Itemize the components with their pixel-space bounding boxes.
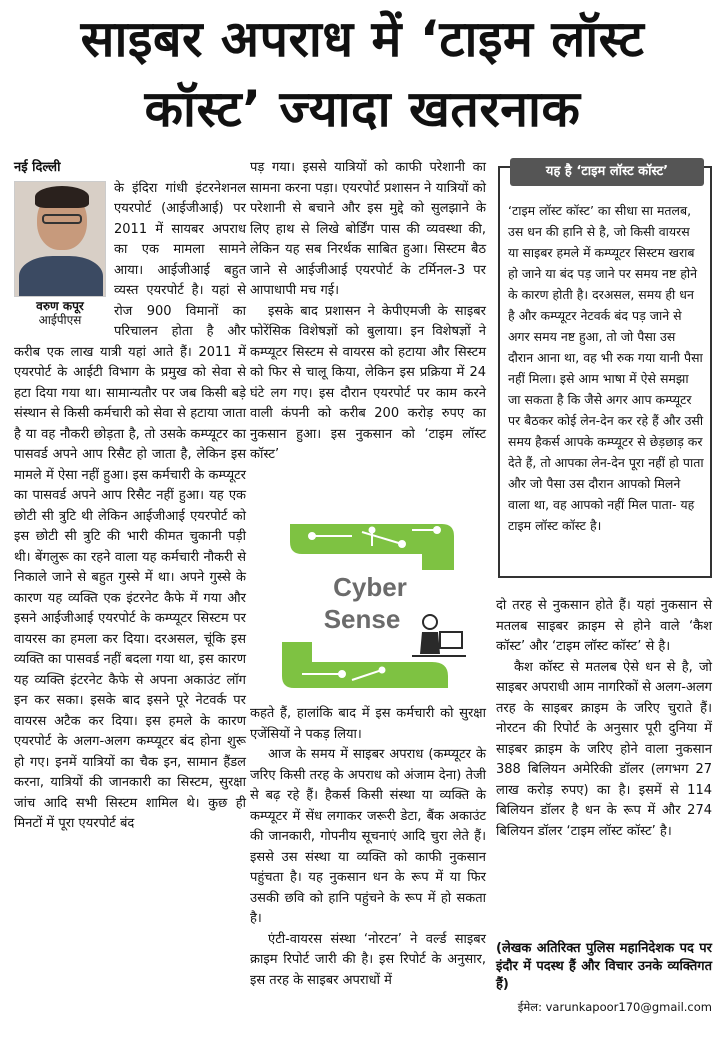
col2-paragraph-1: पड़ गया। इससे यात्रियों को काफी परेशानी का सामना करना पड़ा। एयरपोर्ट प्रशासन ने यात्रियों को परेशानी से बचाने और इस मुद्दे को सुलझाने के लिए हाथ से लिखे बोर्डिंग पास की व्यवस्था की, लेकिन यह सब निरर्थक साबित हुआ। सिस्टम बैठ जाने से आईजीआई एयरपोर्ट के टर्मिनल-3 पर आपाधापी मच गई। [250,160,486,298]
dateline: नई दिल्ली [14,160,61,175]
author-caption [14,299,106,327]
col1-paragraph: के इंदिरा गांधी इंटरनेशनल एयरपोर्ट (आईजीआई) पर 2011 में सायबर अपराध का एक मामला सामने आया। आईजीआई बहुत व्यस्त एयरपोर्ट है। यहां से रोज 900 विमानों का परिचालन होता है और करीब एक लाख यात्री यहां आते हैं। 2011 में एयरपोर्ट के आईटी विभाग के प्रमुख को सेवा से हटा दिया गया था। सामान्यतौर पर जब किसी बड़े संस्थान से किसी कर्मचारी को सेवा से हटाया जाता है या वह नौकरी छोड़ता है, तो उसके कम्प्यूटर का पासवर्ड अपने आप रिसैट हो जाता है, लेकिन इस मामले में ऐसा नहीं हुआ। इस कर्मचारी के कम्प्यूटर का पासवर्ड अपने आप रिसैट नहीं हुआ। यह एक छोटी सी त्रुटि थी लेकिन आईजीआई एयरपोर्ट को इस छोटी सी त्रुटि की भारी कीमत चुकानी पड़ी थी। बेंगलुरू का रहने वाला यह कर्मचारी नौकरी से निकाले जाने से बहुत गुस्से में था। अपने गुस्से के कारण यह व्यक्ति एक इंटरनेट कैफे में गया और इसने आईजीआई एयरपोर्ट के कम्प्यूटर सिस्टम पर वायरस का हमला कर दिया। दरअसल, चूंकि इस व्यक्ति का पासवर्ड नहीं बदला गया था, इस कारण यह व्यक्ति इंटरनेट कैफे से अपना अकाउंट लॉग इन कर सका। इसके बाद इसने पूरे नेटवर्क पर वायरस अटैक कर दिया। इस हमले के कारण एयरपोर्ट के अलग-अलग कम्प्यूटर बंद होना शुरू हो गए। इनमें यात्रियों का चैक इन, सामान हैंडल करना, यात्रियों की जानकारी का सिस्टम, सुरक्षा जांच आदि सभी सिस्टम शामिल थे। कुछ ही मिनटों में पूरा एयरपोर्ट बंद [14,180,246,831]
author-name: वरुण कपूर [36,298,84,313]
headline [0,4,725,152]
logo-person-at-computer-icon [412,615,466,656]
col2b-paragraph-3: एंटी-वायरस संस्था ‘नोरटन’ ने वर्ल्ड साइबर क्राइम रिपोर्ट जारी की है। इस रिपोर्ट के अनुसार, इस तरह के साइबर अपराधों में [250,931,486,988]
author-note-text: (लेखक अतिरिक्त पुलिस महानिदेशक पद पर इंदौर में पदस्थ हैं और विचार उनके व्यक्तिगत हैं) [496,941,712,992]
author-email-line [496,1000,712,1015]
sidebar-title: यह है ‘टाइम लॉस्ट कॉस्ट’ [510,158,704,186]
author-note [496,940,712,1015]
sidebar-box [498,166,712,578]
article-column-2-top [250,158,486,466]
logo-text-sense: Sense [323,604,401,634]
headline-line-2: कॉस्ट’ ज्यादा खतरनाक [144,80,581,138]
col3-paragraph-2: कैश कॉस्ट से मतलब ऐसे धन से है, जो साइबर अपराधी आम नागरिकों से अलग-अलग तरह के साइबर क्राइम के जरिए चुराते हैं। नोरटन की रिपोर्ट के अनुसार पूरी दुनिया में साइबर क्राइम के जरिए होने वाला नुकसान 388 बिलियन अमेरिकी डॉलर (लगभग 27 लाख करोड़ रुपए) का है। इसमें से 114 बिलियन डॉलर है धन के रूप में और 274 बिलियन डॉलर ‘टाइम लॉस्ट कॉस्ट’ है। [496,659,712,839]
logo-text-cyber: Cyber [333,572,407,602]
col2b-paragraph-2: आज के समय में साइबर अपराध (कम्प्यूटर के जरिए किसी तरह के अपराध को अंजाम देना) तेजी से बढ़ रहे हैं। हैकर्स किसी संस्था या व्यक्ति के कम्प्यूटर में सेंध लगाकर जरूरी डेटा, बैंक अकाउंट की जानकारी, गोपनीय सूचनाएं आदि चुरा लेते हैं। इससे उस संस्था या व्यक्ति को काफी नुकसान पहुंचता है। यह नुकसान धन के रूप में या फिर उसकी छवि को हानि पहुंचने के रूप में हो सकता है। [250,747,486,926]
sidebar-body: ‘टाइम लॉस्ट कॉस्ट’ का सीधा सा मतलब, उस धन की हानि से है, जो किसी वायरस या साइबर हमले में कम्प्यूटर सिस्टम खराब हो जाने या बंद पड़ जाने पर समय नष्ट होने के कारण होती है। दरअसल, समय ही धन है और कम्प्यूटर नेटवर्क बंद पड़ जाने से अगर समय नष्ट हुआ, तो जो पैसा उस दौरान आना था, वह भी रुक गया यानी पैसा नहीं मिला। इसे आम भाषा में ऐसे समझा जा सकता है कि जैसे अगर आप कम्प्यूटर पर बैठकर कोई लेन-देन कर रहे हैं और उसी समय हैकर्स आपके कम्प्यूटर से छेड़छाड़ कर देते हैं, तो आपका लेन-देन पूरा नहीं हो पाता और जो पैसा उस दौरान आपको मिलने वाला था, वह आपको नहीं मिल पाता- यह टाइम लॉस्ट कॉस्ट है। [508,203,704,533]
col2-paragraph-2: इसके बाद प्रशासन ने केपीएमजी के साइबर फोरेंसिक विशेषज्ञों को बुलाया। इन विशेषज्ञों ने कम्प्यूटर सिस्टम से वायरस को हटाया और सिस्टम को फिर से चालू किया, लेकिन इस प्रक्रिया में 24 घंटे लग गए। इस दौरान एयरपोर्ट पर काम करने वाली कंपनी को करीब 200 करोड़ रुपए का नुकसान हुआ। इस नुकसान को ‘टाइम लॉस्ट कॉस्ट’ [250,303,486,462]
article-column-3 [496,596,712,842]
cyber-sense-logo [272,514,468,698]
col3-paragraph-1: दो तरह से नुकसान होते हैं। यहां नुकसान से मतलब साइबर क्राइम से होने वाले ‘कैश कॉस्ट’ और ‘टाइम लॉस्ट कॉस्ट’ से है। [496,598,712,654]
col2b-paragraph-1: कहते हैं, हालांकि बाद में इस कर्मचारी को सुरक्षा एजेंसियों ने पकड़ लिया। [250,706,486,742]
article-column-1 [14,158,246,835]
author-designation: आईपीएस [38,312,82,327]
email-label: ईमेल: [517,1000,542,1014]
article-column-2-bottom [250,704,486,991]
headline-line-1: साइबर अपराध में ‘टाइम लॉस्ट [80,10,645,68]
author-photo-block [14,181,106,327]
author-photo [14,181,106,297]
author-email[interactable]: varunkapoor170@gmail.com [545,1000,712,1014]
